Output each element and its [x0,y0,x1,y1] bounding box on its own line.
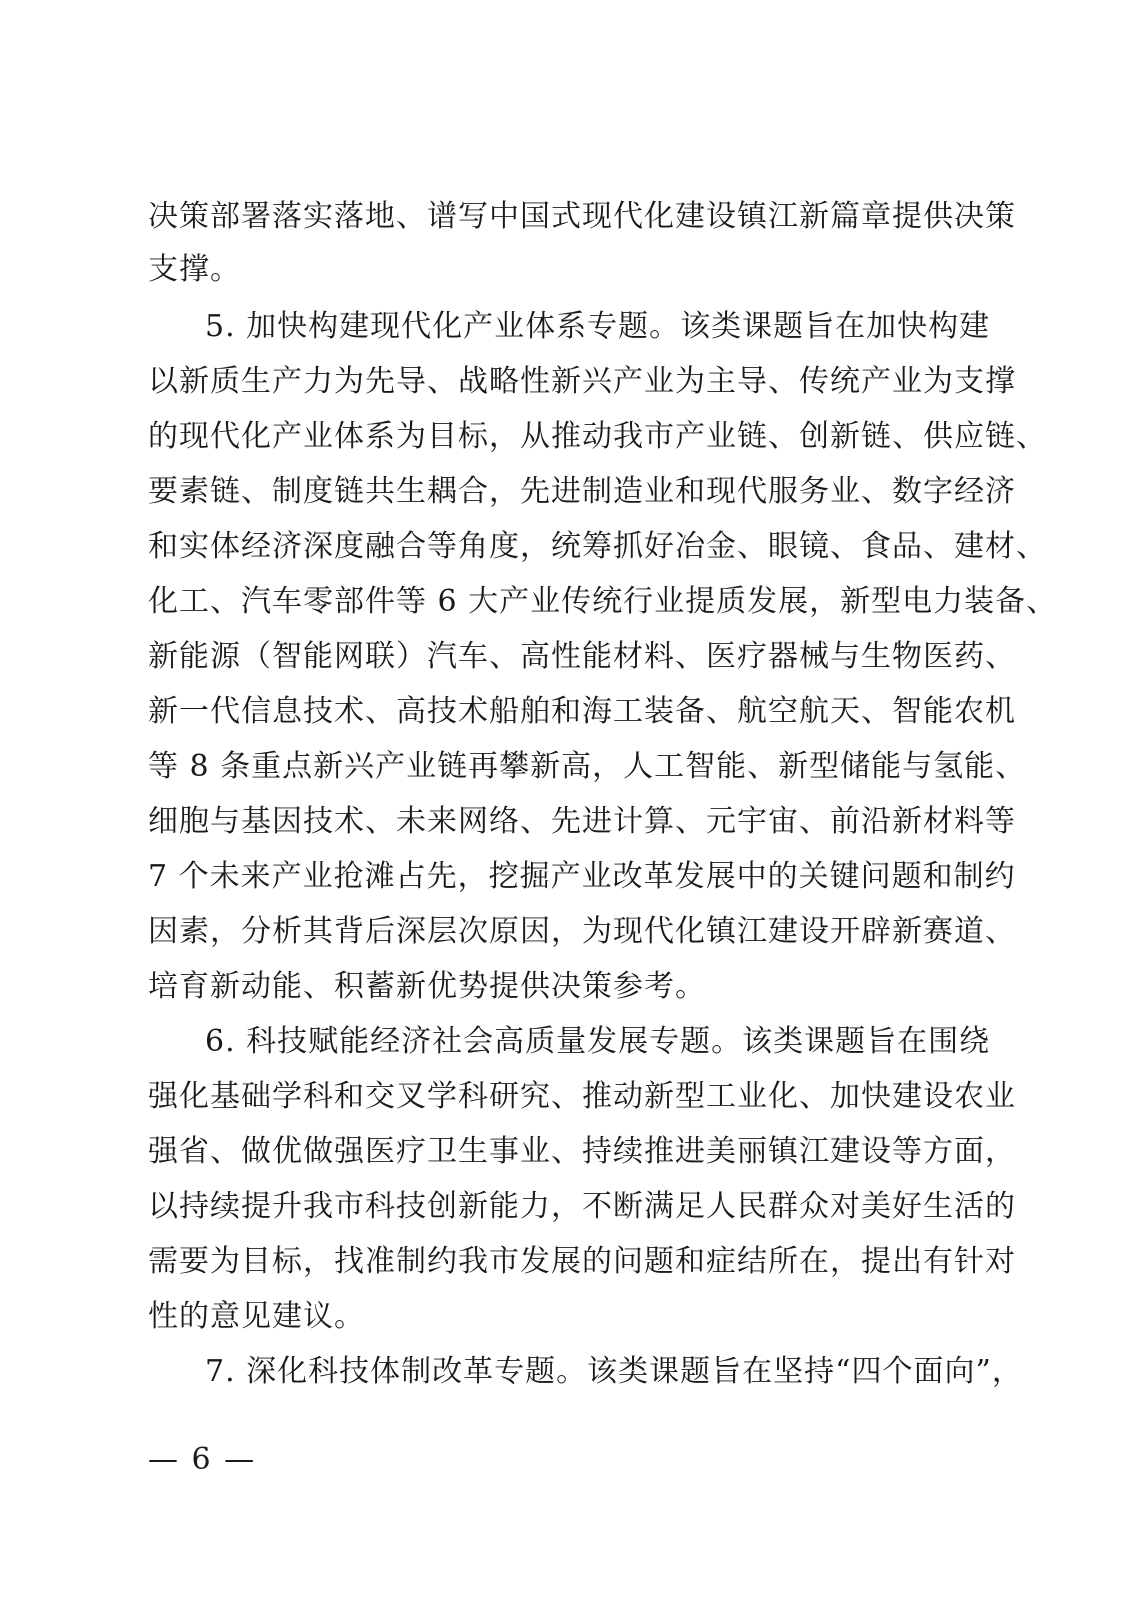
text-line: 因素，分析其背后深层次原因，为现代化镇江建设开辟新赛道、 [148,914,1016,949]
paragraph-heading-5: 5. 加快构建现代化产业体系专题。该类课题旨在加快构建 [205,309,991,344]
text-line: 强化基础学科和交叉学科研究、推动新型工业化、加快建设农业 [148,1079,1016,1114]
text-line: 7 个未来产业抢滩占先，挖掘产业改革发展中的关键问题和制约 [148,859,1016,894]
text-line: 的现代化产业体系为目标，从推动我市产业链、创新链、供应链、 [148,419,1047,454]
page-number: — 6 — [148,1442,257,1477]
text-line: 等 8 条重点新兴产业链再攀新高，人工智能、新型储能与氢能、 [148,749,1027,784]
text-line: 支撑。 [148,252,241,287]
text-line: 化工、汽车零部件等 6 大产业传统行业提质发展，新型电力装备、 [148,584,1058,619]
text-line: 强省、做优做强医疗卫生事业、持续推进美丽镇江建设等方面， [148,1134,1016,1169]
text-line: 以持续提升我市科技创新能力，不断满足人民群众对美好生活的 [148,1189,1016,1224]
text-line: 细胞与基因技术、未来网络、先进计算、元宇宙、前沿新材料等 [148,804,1016,839]
text-line: 要素链、制度链共生耦合，先进制造业和现代服务业、数字经济 [148,474,1016,509]
text-line: 决策部署落实落地、谱写中国式现代化建设镇江新篇章提供决策 [148,199,1016,234]
text-line: 新一代信息技术、高技术船舶和海工装备、航空航天、智能农机 [148,694,1016,729]
text-line: 性的意见建议。 [148,1299,365,1334]
text-line: 新能源（智能网联）汽车、高性能材料、医疗器械与生物医药、 [148,639,1016,674]
paragraph-heading-6: 6. 科技赋能经济社会高质量发展专题。该类课题旨在围绕 [205,1024,991,1059]
text-line: 和实体经济深度融合等角度，统筹抓好冶金、眼镜、食品、建材、 [148,529,1047,564]
text-line: 以新质生产力为先导、战略性新兴产业为主导、传统产业为支撑 [148,364,1016,399]
paragraph-heading-7: 7. 深化科技体制改革专题。该类课题旨在坚持“四个面向”， [205,1354,1023,1389]
text-line: 需要为目标，找准制约我市发展的问题和症结所在，提出有针对 [148,1244,1016,1279]
text-line: 培育新动能、积蓄新优势提供决策参考。 [148,969,706,1004]
